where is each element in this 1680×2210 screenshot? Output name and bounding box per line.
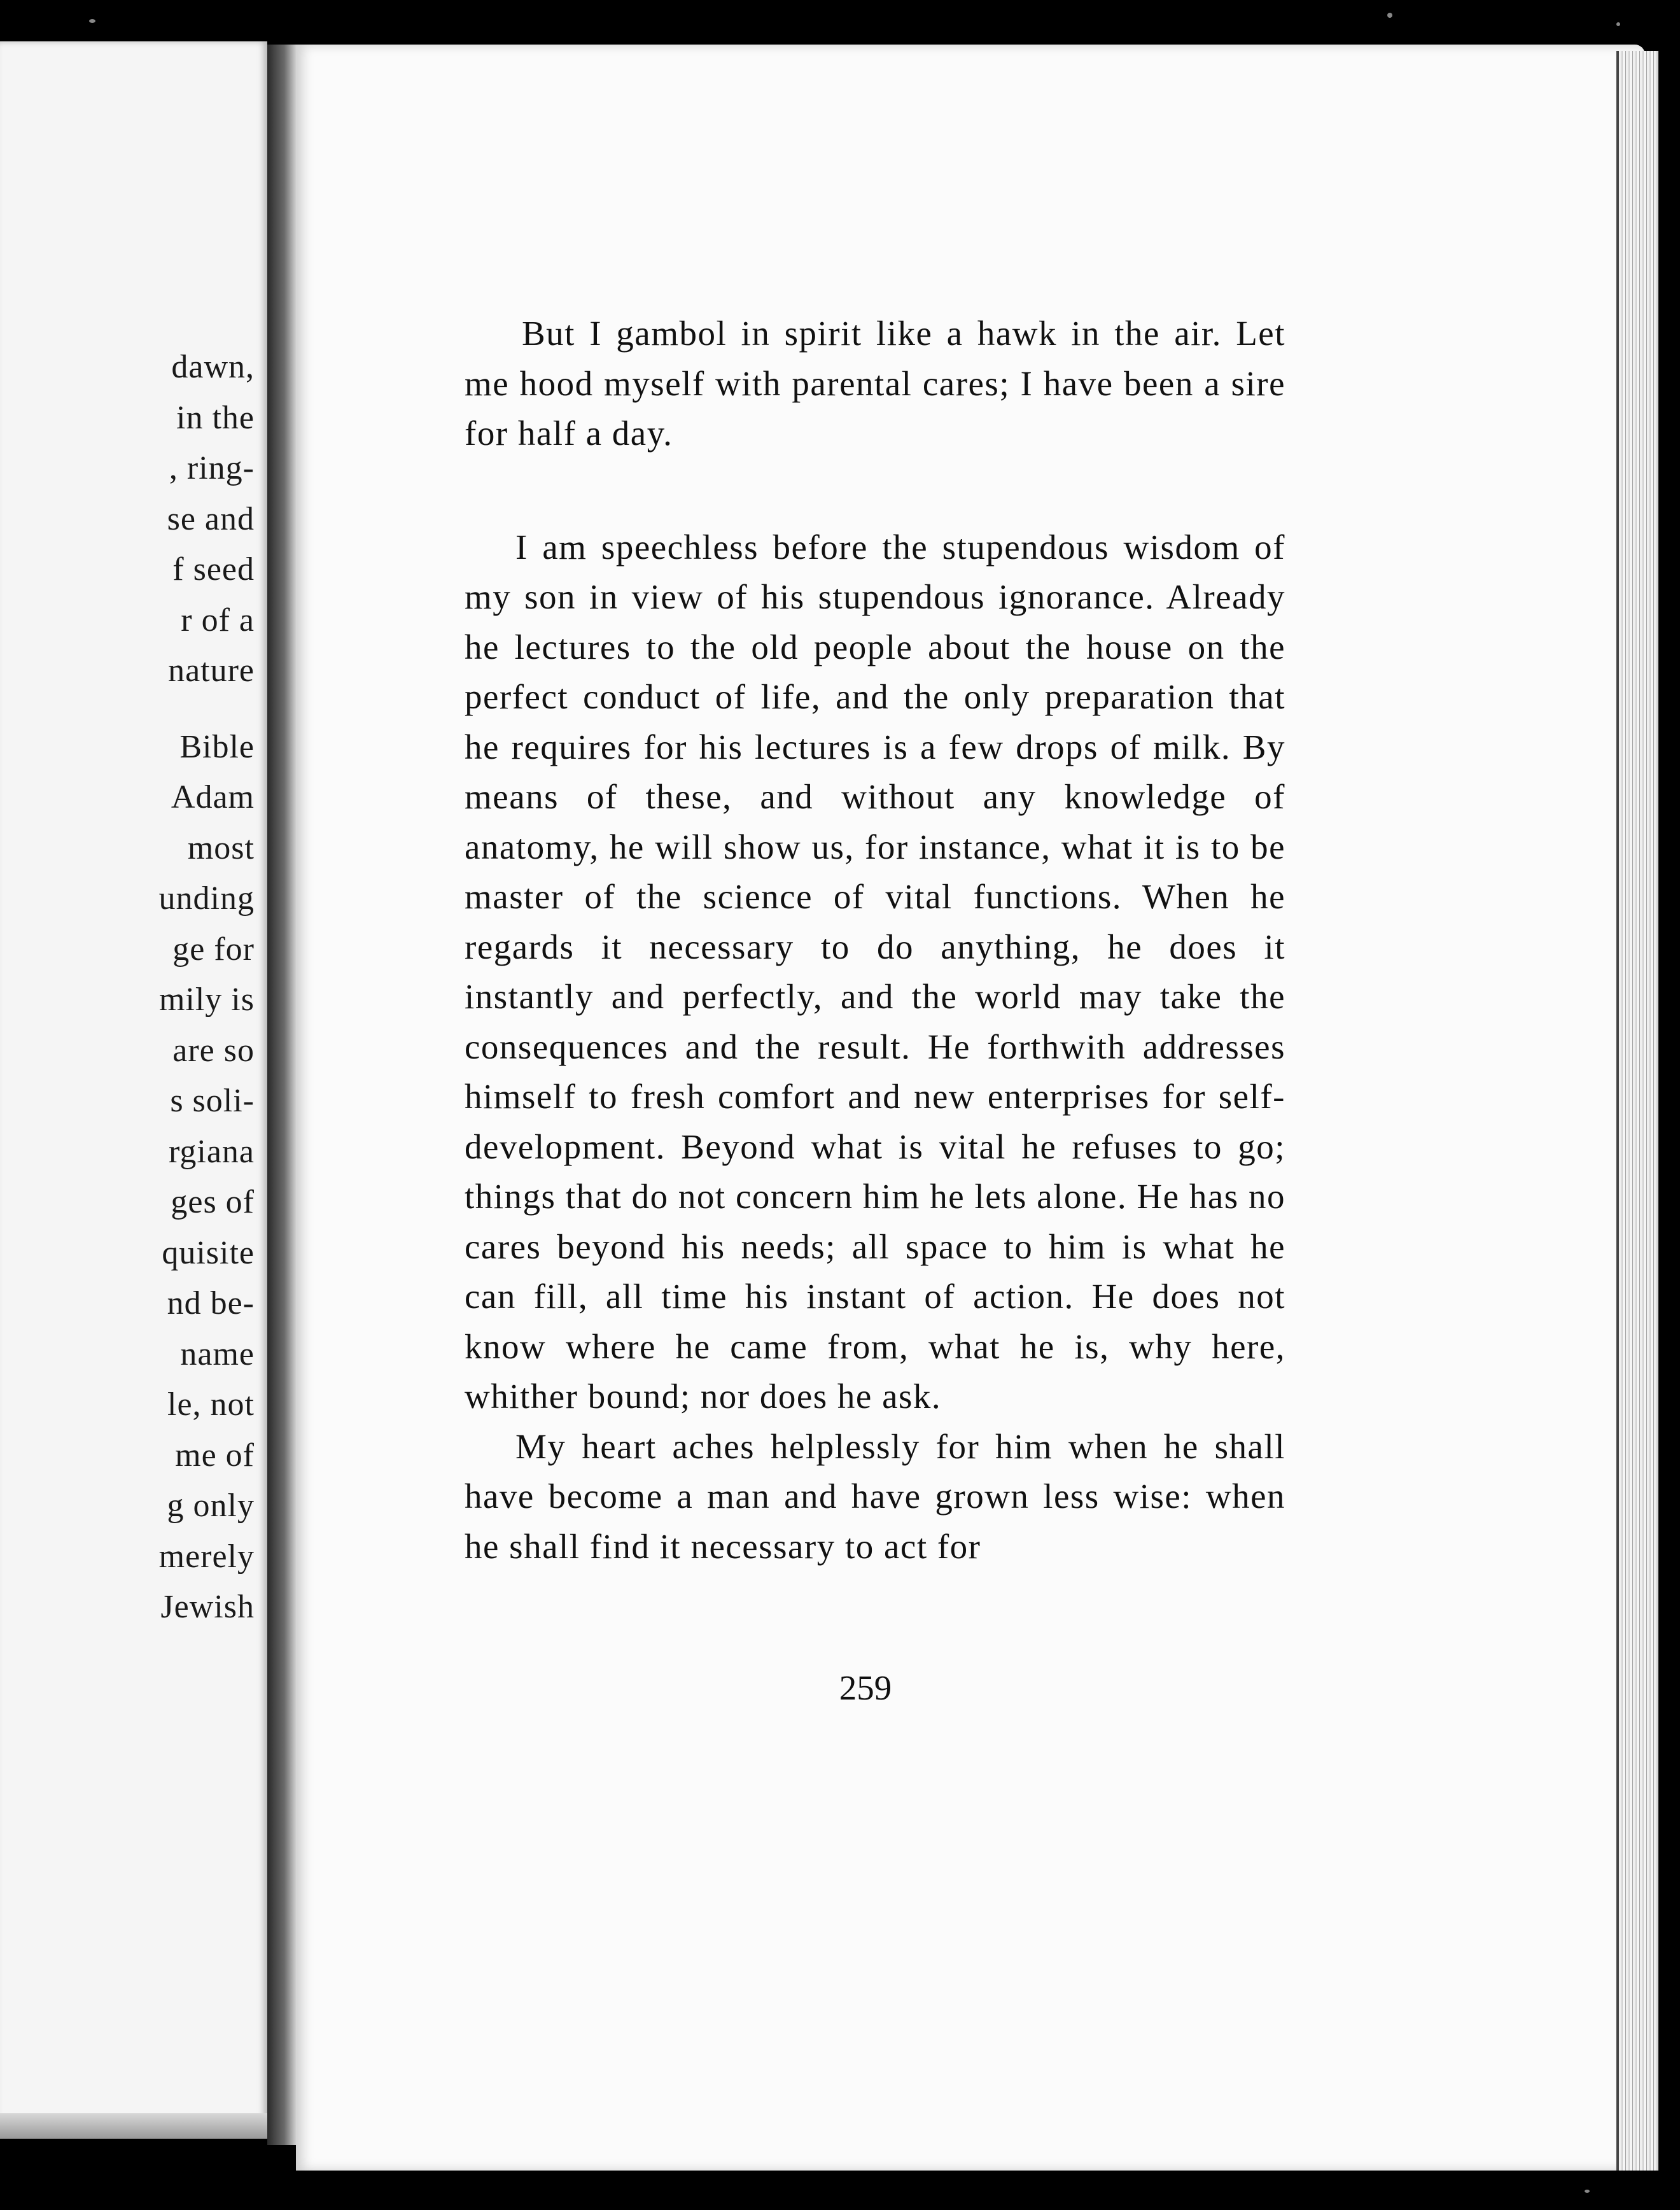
- left-line: merely: [158, 1538, 255, 1575]
- page-stack-edge: [1616, 51, 1658, 2171]
- left-line: unding: [158, 880, 255, 917]
- scan-speck: [1387, 13, 1392, 18]
- left-line: quisite: [162, 1234, 255, 1271]
- left-line: f seed: [172, 551, 255, 588]
- left-line: nd be-: [167, 1285, 255, 1321]
- left-page-text: [0, 342, 255, 1633]
- scan-speck: [1585, 2190, 1590, 2193]
- paragraph: I am speechless before the stupendous wisdom of my son in view of his stupendous ignorance. Already he lectures to the old people about the house on the perfect conduct of life, and the only preparation that he requires for his lectures is a few drops of milk. By means of these, and without any knowledge of anatomy, he will show us, for instance, what it is to be master of the science of vital functions. When he regards it necessary to do anything, he does it instantly and perfectly, and the world may take the consequences and the result. He forthwith addresses himself to fresh comfort and new enterprises for self-development. Beyond what is vital he refuses to go; things that do not concern him he lets alone. He has no cares beyond his needs; all space to him is what he can fill, all time his instant of action. He does not know where he came from, what he is, why here, whither bound; nor does he ask.: [465, 527, 1285, 1416]
- left-line: g only: [167, 1488, 255, 1524]
- left-line: Adam: [171, 779, 255, 815]
- left-line: are so: [172, 1032, 255, 1069]
- left-line: nature: [168, 652, 255, 689]
- body-text: [465, 309, 1285, 1572]
- left-facing-page: [0, 41, 267, 2139]
- left-line: me of: [175, 1437, 255, 1474]
- left-line: name: [180, 1335, 255, 1372]
- left-line: s soli-: [170, 1083, 255, 1119]
- left-line: dawn,: [171, 349, 255, 385]
- paragraph: My heart aches helplessly for him when he shall have become a man and have grown less wise: when he shall find it necessary to act for: [465, 1426, 1285, 1566]
- left-line: ge for: [172, 931, 255, 968]
- left-line: , ring-: [169, 450, 255, 486]
- left-line: r of a: [181, 602, 255, 638]
- book-gutter: [267, 45, 296, 2145]
- left-line: Jewish: [160, 1589, 255, 1625]
- page-number: 259: [839, 1668, 892, 1707]
- paragraph-gap: [0, 696, 255, 722]
- left-line: rgiana: [169, 1133, 255, 1170]
- left-line: mily is: [158, 982, 255, 1018]
- left-line: se and: [167, 500, 255, 537]
- left-line: le, not: [167, 1386, 255, 1423]
- scan-speck: [89, 19, 95, 23]
- left-line: ges of: [171, 1184, 255, 1220]
- left-line: in the: [176, 399, 255, 436]
- left-line: most: [187, 829, 255, 866]
- paragraph: But I gambol in spirit like a hawk in the air. Let me hood myself with parental cares; I have been a sire for half a day.: [465, 314, 1285, 453]
- left-line: Bible: [179, 728, 255, 765]
- scan-speck: [1616, 22, 1620, 26]
- page-bottom-edge: [0, 2113, 267, 2139]
